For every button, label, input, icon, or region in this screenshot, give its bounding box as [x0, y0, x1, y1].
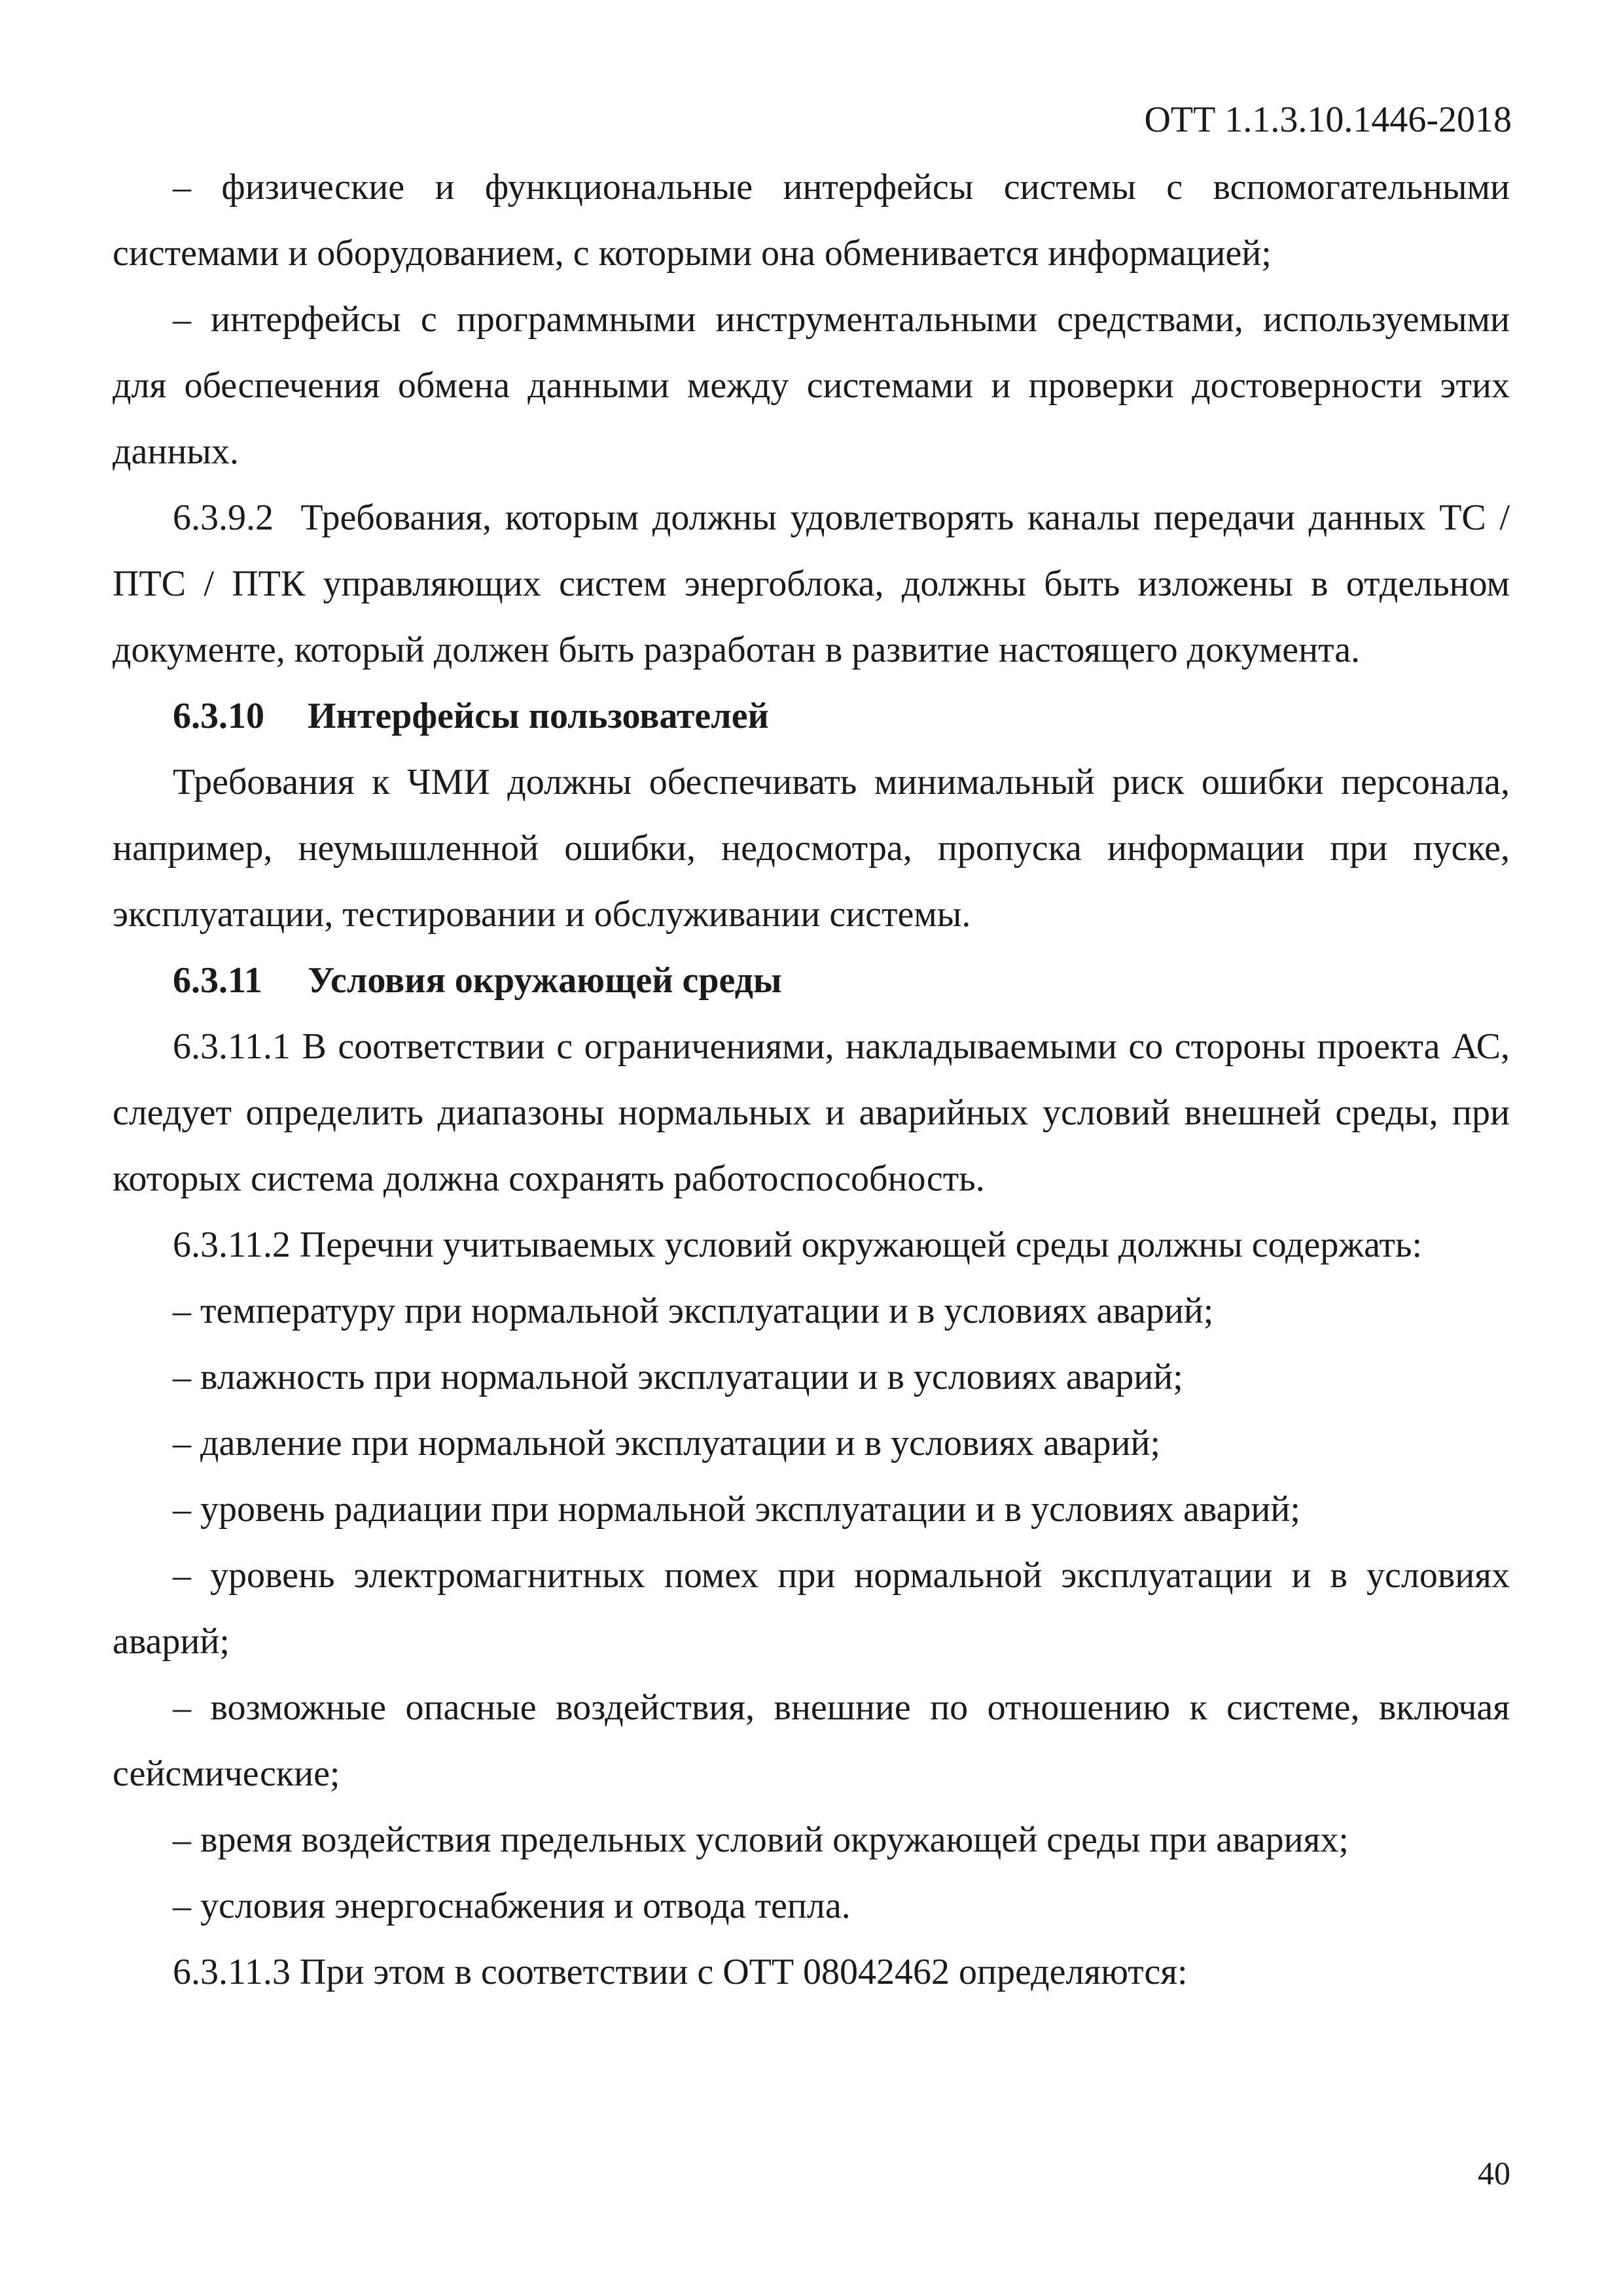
paragraph: 6.3.9.2 Требования, которым должны удовлетворять каналы передачи данных ТС / ПТС / ПТК управляющих систем энергоблока, должны быть изложены в отдельном документе, который должен быть разработан в развитие настоящего документа. [113, 497, 1519, 670]
paragraph: 6.3.11.1 В соответствии с ограничениями, накладываемыми со стороны проекта АС, следует определить диапазоны нормальных и аварийных условий внешней среды, при которых система должна сохранять работоспособность. [113, 1026, 1510, 1199]
section-number: 6.3.11 [173, 960, 262, 1001]
section-heading [113, 683, 1510, 749]
list-item: – влажность при нормальной эксплуатации и в условиях аварий; [173, 1357, 1183, 1397]
list-item: – давление при нормальной эксплуатации и в условиях аварий; [173, 1423, 1161, 1463]
list-item: – условия энергоснабжения и отвода тепла. [173, 1886, 851, 1926]
document-body [113, 154, 1519, 2005]
section-title: Условия окружающей среды [308, 960, 782, 1001]
page-number: 40 [1478, 2155, 1510, 2191]
paragraph: 6.3.11.2 Перечни учитываемых условий окружающей среды должны содержать: [173, 1225, 1423, 1265]
section-title: Интерфейсы пользователей [308, 696, 769, 736]
paragraph: – интерфейсы с программными инструментальными средствами, используемыми для обеспечения обмена данными между системами и проверки достоверности этих данных. [113, 299, 1510, 472]
paragraph: – физические и функциональные интерфейсы системы с вспомогательными системами и оборудованием, с которыми она обменивается информацией; [113, 167, 1510, 274]
list-item: – уровень радиации при нормальной эксплуатации и в условиях аварий; [173, 1489, 1300, 1530]
document-code: ОТТ 1.1.3.10.1446-2018 [1144, 99, 1512, 140]
section-number: 6.3.10 [173, 696, 264, 736]
list-item: – температуру при нормальной эксплуатации и в условиях аварий; [173, 1291, 1214, 1331]
paragraph: 6.3.11.3 При этом в соответствии с ОТТ 08042462 определяются: [173, 1952, 1188, 1992]
list-item: – возможные опасные воздействия, внешние по отношению к системе, включая сейсмические; [113, 1687, 1510, 1794]
section-heading [113, 948, 1510, 1014]
paragraph: Требования к ЧМИ должны обеспечивать минимальный риск ошибки персонала, например, неумышленной ошибки, недосмотра, пропуска информации при пуске, эксплуатации, тестировании и обслуживании системы. [113, 762, 1510, 935]
list-item: – время воздействия предельных условий окружающей среды при авариях; [173, 1820, 1349, 1860]
list-item: – уровень электромагнитных помех при нормальной эксплуатации и в условиях аварий; [113, 1555, 1510, 1662]
